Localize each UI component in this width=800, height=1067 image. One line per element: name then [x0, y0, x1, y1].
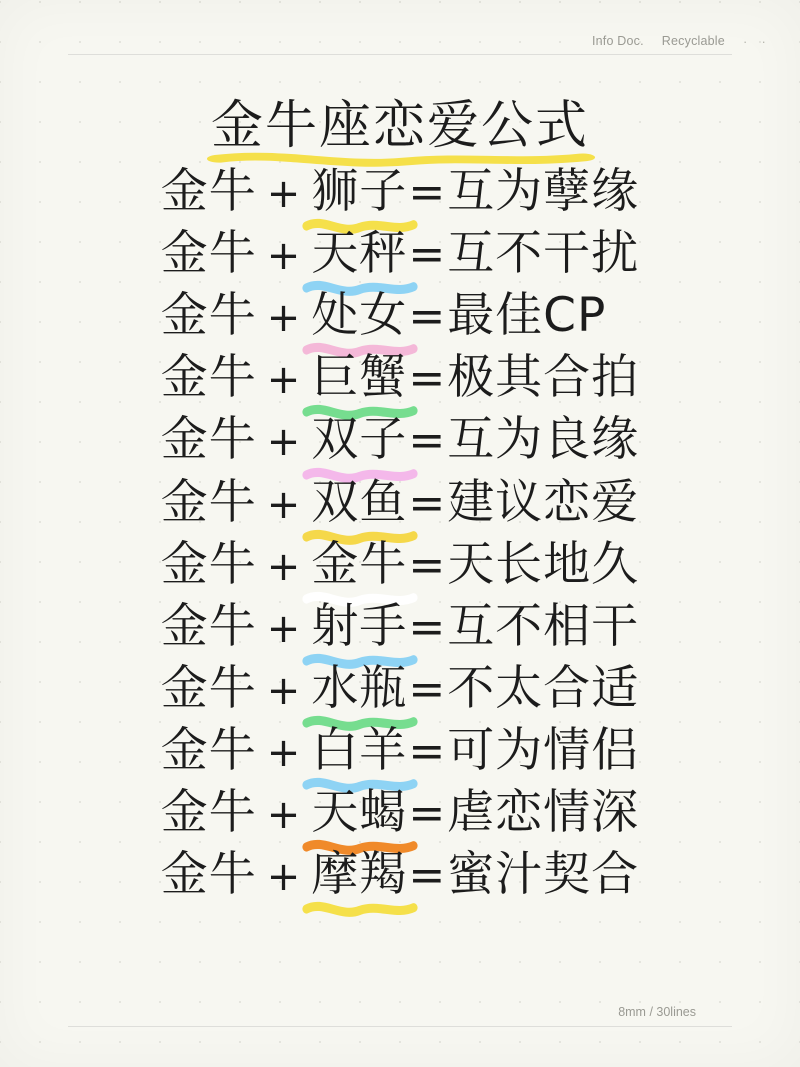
formula-result: 互不相干: [447, 598, 640, 654]
formula-right-sign: [311, 472, 407, 534]
formula-plus-symbol: +: [266, 729, 302, 776]
title-row: [211, 96, 589, 157]
formula-row: [161, 409, 639, 471]
formula-left-sign: 金牛: [160, 722, 257, 778]
formula-result: 互不干扰: [447, 226, 640, 282]
formula-result: 极其合拍: [447, 350, 640, 406]
formula-plus-symbol: +: [266, 419, 302, 466]
page-title: [211, 96, 589, 157]
formula-left-sign: 金牛: [160, 660, 257, 716]
header-dot-1: ·: [742, 33, 748, 49]
formula-equals-symbol: =: [408, 601, 447, 653]
formula-right-sign: [311, 534, 407, 596]
formula-row: [161, 720, 639, 782]
formula-right-sign-text: 金牛: [311, 536, 408, 592]
formula-right-sign-text: 巨蟹: [311, 350, 408, 406]
formula-result: 可为情侣: [447, 722, 640, 778]
formula-right-sign: [311, 347, 407, 409]
formula-right-sign-text: 射手: [311, 598, 408, 654]
header-dots: [743, 34, 766, 49]
formula-left-sign: 金牛: [160, 474, 257, 530]
formula-left-sign: 金牛: [160, 536, 257, 592]
formula-right-sign: [311, 782, 407, 844]
formula-left-sign: 金牛: [160, 784, 257, 840]
formula-right-sign-text: 天秤: [311, 226, 408, 282]
header-label-recyclable: Recyclable: [661, 34, 725, 48]
formula-right-sign-text: 摩羯: [311, 846, 408, 902]
header-dot-2: ·: [761, 33, 766, 49]
formula-result: 最佳CP: [447, 288, 607, 344]
formula-row: [161, 658, 639, 720]
formula-row: [161, 534, 639, 596]
page-title-text: 金牛座恋爱公式: [210, 96, 589, 156]
formula-equals-symbol: =: [408, 353, 447, 405]
formula-equals-symbol: =: [408, 663, 447, 715]
formula-left-sign: 金牛: [160, 288, 257, 344]
formula-right-sign-text: 双子: [311, 412, 408, 468]
formula-result: 蜜汁契合: [447, 846, 640, 902]
formula-equals-symbol: =: [408, 415, 447, 467]
formula-plus-symbol: +: [266, 171, 302, 218]
formula-left-sign: 金牛: [160, 412, 257, 468]
formula-row: [161, 161, 639, 223]
formula-equals-symbol: =: [408, 167, 447, 219]
formula-right-sign: [311, 161, 407, 223]
formula-right-sign: [311, 285, 407, 347]
formula-right-sign: [311, 844, 407, 906]
formula-right-sign-text: 处女: [311, 288, 408, 344]
formula-plus-symbol: +: [266, 853, 302, 900]
formula-row: [161, 285, 639, 347]
formula-left-sign: 金牛: [160, 226, 257, 282]
formula-row: [161, 844, 639, 906]
formula-equals-symbol: =: [408, 787, 447, 839]
formula-result: 天长地久: [447, 536, 640, 592]
formula-result: 不太合适: [447, 660, 640, 716]
formula-right-sign-text: 水瓶: [311, 660, 408, 716]
formula-row: [161, 782, 639, 844]
formula-left-sign: 金牛: [160, 350, 257, 406]
formula-right-sign: [311, 409, 407, 471]
footer-divider: [68, 1026, 732, 1027]
formula-plus-symbol: +: [266, 357, 302, 404]
formula-plus-symbol: +: [266, 543, 302, 590]
formula-equals-symbol: =: [408, 291, 447, 343]
formula-result: 互为良缘: [447, 412, 640, 468]
page-header: [0, 28, 800, 54]
formula-equals-symbol: =: [408, 229, 447, 281]
formula-plus-symbol: +: [266, 667, 302, 714]
formula-equals-symbol: =: [408, 477, 447, 529]
formula-row: [161, 347, 639, 409]
formula-row: [161, 223, 639, 285]
formula-right-sign-text: 白羊: [311, 722, 408, 778]
note-content: [0, 96, 800, 906]
formula-left-sign: 金牛: [160, 598, 257, 654]
formula-plus-symbol: +: [266, 481, 302, 528]
formula-right-sign: [311, 720, 407, 782]
formula-left-sign: 金牛: [160, 164, 257, 220]
formula-result: 互为孽缘: [447, 164, 640, 220]
formula-right-sign: [311, 596, 407, 658]
formula-list: [161, 161, 639, 905]
header-divider: [68, 54, 732, 55]
formula-right-sign: [311, 658, 407, 720]
formula-equals-symbol: =: [408, 725, 447, 777]
formula-result: 建议恋爱: [447, 474, 640, 530]
formula-right-sign-text: 狮子: [311, 164, 408, 220]
formula-right-sign: [311, 223, 407, 285]
formula-row: [161, 596, 639, 658]
formula-plus-symbol: +: [266, 233, 302, 280]
formula-row: [161, 472, 639, 534]
formula-result: 虐恋情深: [447, 784, 640, 840]
formula-left-sign: 金牛: [160, 846, 257, 902]
formula-equals-symbol: =: [408, 849, 447, 901]
header-label-info-doc: Info Doc.: [591, 34, 644, 48]
formula-equals-symbol: =: [408, 539, 447, 591]
formula-plus-symbol: +: [266, 295, 302, 342]
formula-plus-symbol: +: [266, 791, 302, 838]
footer-spec: 8mm / 30lines: [618, 1005, 696, 1019]
formula-plus-symbol: +: [266, 605, 302, 652]
formula-right-sign-text: 双鱼: [311, 474, 408, 530]
formula-right-sign-text: 天蝎: [311, 784, 408, 840]
